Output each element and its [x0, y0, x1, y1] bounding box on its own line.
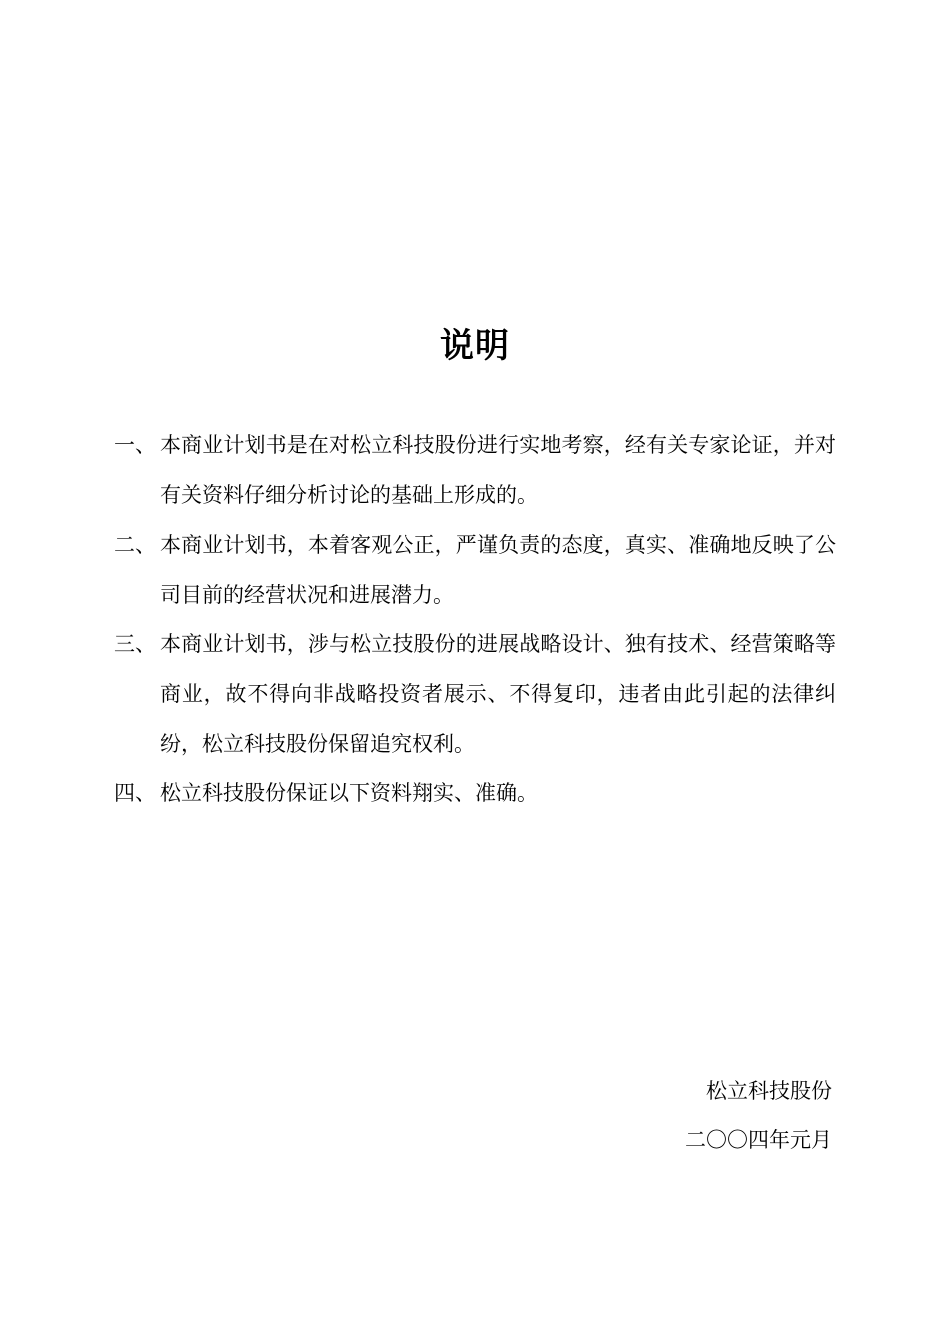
signature-date: 二〇〇四年元月 — [685, 1128, 832, 1152]
statement-item-2 — [114, 520, 836, 620]
item-text: 松立科技股份保证以下资料翔实、准确。 — [160, 781, 538, 805]
item-text: 本商业计划书是在对松立科技股份进行实地考察，经有关专家论证，并对有关资料仔细分析讨论的基础上形成的。 — [160, 433, 836, 507]
document-title: 说明 — [440, 326, 510, 366]
statement-item-4 — [114, 768, 836, 818]
item-number: 四、 — [114, 781, 156, 805]
statement-item-1 — [114, 420, 836, 520]
item-text: 本商业计划书，涉与松立技股份的进展战略设计、独有技术、经营策略等商业，故不得向非战略投资者展示、不得复印，违者由此引起的法律纠纷，松立科技股份保留追究权利。 — [160, 632, 836, 756]
signature-organization: 松立科技股份 — [706, 1079, 832, 1103]
item-number: 一、 — [114, 433, 156, 457]
item-number: 二、 — [114, 533, 156, 557]
statement-item-3 — [114, 619, 836, 769]
item-number: 三、 — [114, 632, 156, 656]
item-text: 本商业计划书，本着客观公正，严谨负责的态度，真实、准确地反映了公司目前的经营状况和进展潜力。 — [160, 533, 836, 607]
